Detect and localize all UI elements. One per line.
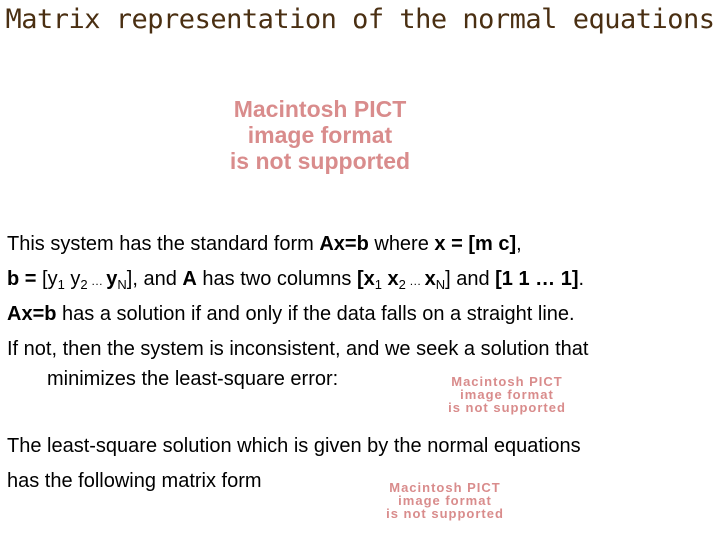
text: , bbox=[516, 233, 522, 255]
pict-placeholder-image bbox=[340, 481, 550, 520]
pict-placeholder-image bbox=[402, 375, 612, 414]
pict-line-3: is not supported bbox=[386, 506, 504, 521]
equation: Ax=b bbox=[7, 303, 57, 325]
pict-line-3: is not supported bbox=[448, 400, 566, 415]
ellipsis: … bbox=[87, 274, 107, 288]
text: where bbox=[368, 233, 435, 255]
paragraph-2-line-2: has the following matrix form bbox=[7, 470, 262, 492]
text: , and bbox=[132, 268, 183, 290]
text: has a solution if and only if the data falls on a straight line. bbox=[56, 303, 575, 325]
pict-line-1: Macintosh PICT bbox=[451, 374, 563, 389]
text: . bbox=[578, 268, 585, 290]
equation: [x bbox=[356, 268, 375, 290]
equation: x = [m c] bbox=[434, 233, 517, 255]
paragraph-1-line-4: If not, then the system is inconsistent, and we seek a solution that bbox=[7, 338, 589, 360]
paragraph-1-line-1 bbox=[7, 233, 522, 256]
subscript: 1 bbox=[374, 277, 382, 292]
pict-line-2: image format bbox=[460, 387, 554, 402]
equation: x bbox=[424, 268, 436, 290]
pict-line-2: image format bbox=[247, 121, 393, 148]
pict-line-3: is not supported bbox=[229, 147, 411, 174]
text: has two columns bbox=[196, 268, 357, 290]
equation: x bbox=[381, 268, 399, 290]
paragraph-1-line-3 bbox=[7, 303, 575, 326]
subscript: N bbox=[435, 277, 446, 292]
equation: A bbox=[182, 268, 197, 290]
equation: Ax=b bbox=[319, 233, 369, 255]
ellipsis: … bbox=[405, 274, 425, 288]
subscript: N bbox=[117, 277, 127, 292]
pict-placeholder-image bbox=[190, 97, 450, 174]
pict-line-1: Macintosh PICT bbox=[389, 480, 501, 495]
equation: y bbox=[106, 268, 118, 290]
paragraph-2-line-1: The least-square solution which is given by the normal equations bbox=[7, 435, 581, 457]
paragraph-1-line-2 bbox=[7, 268, 584, 291]
pict-line-1: Macintosh PICT bbox=[233, 96, 407, 122]
subscript: 2 bbox=[80, 277, 88, 292]
pict-line-2: image format bbox=[398, 493, 492, 508]
slide-title: Matrix representation of the normal equations bbox=[5, 4, 715, 35]
text: This system has the standard form bbox=[7, 233, 320, 255]
text: [y bbox=[42, 268, 58, 290]
text: and bbox=[450, 268, 496, 290]
subscript: 2 bbox=[398, 277, 406, 292]
text: ] bbox=[126, 268, 133, 290]
equation: [1 1 … 1] bbox=[495, 268, 579, 290]
subscript: 1 bbox=[57, 277, 65, 292]
equation: b = bbox=[7, 268, 43, 290]
paragraph-1-line-5: minimizes the least-square error: bbox=[47, 368, 339, 390]
text: y bbox=[64, 268, 81, 290]
text: ] bbox=[445, 268, 451, 290]
